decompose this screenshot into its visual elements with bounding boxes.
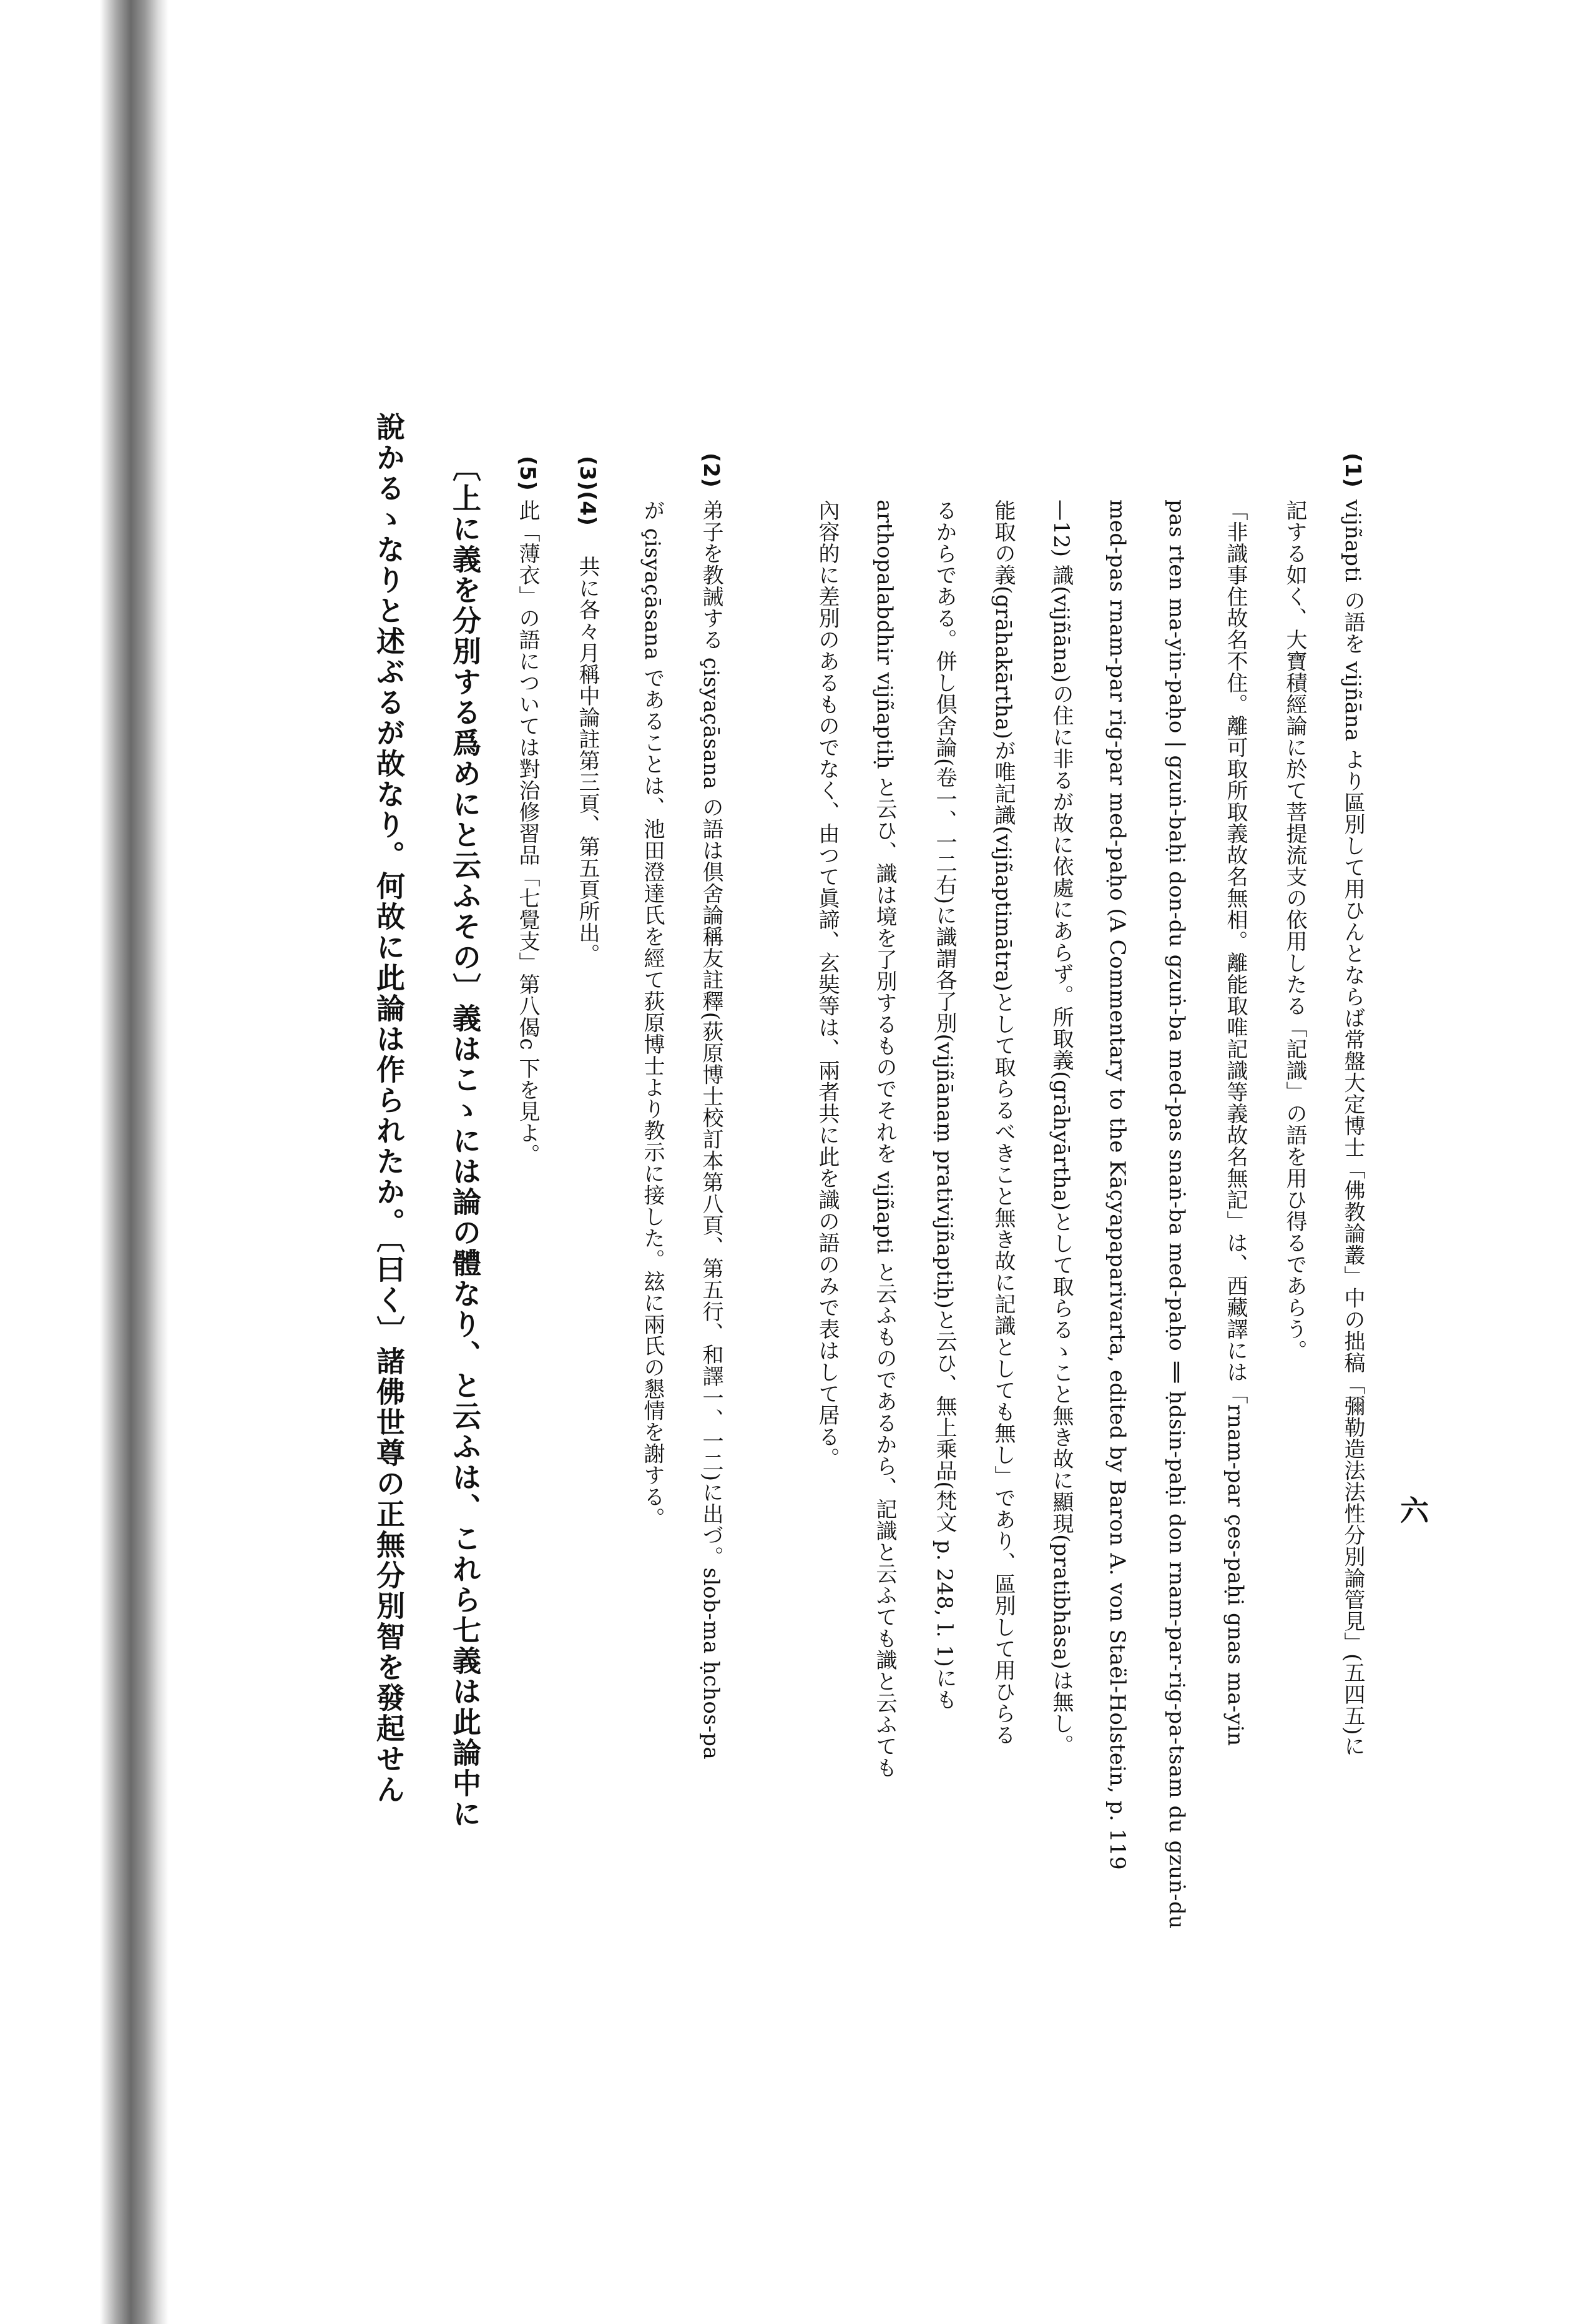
footnote-line: が çisyaçāsana であることは、池田澄達氏を經て荻原博士より教示に接した。玆に兩氏の懇情を謝する。 <box>640 500 665 1529</box>
footnote-marker-5: (5) <box>515 456 540 491</box>
main-text-line: 說かるゝなりと述ぶるが故なり。何故に此論は作られたか。〔曰く〕諸佛世尊の正無分別智を發起せん <box>372 412 406 1805</box>
footnote-line: pas rten ma-yin-paḥo | gzuṅ-baḥi don-du gzuṅ-ba med-pas snaṅ-ba med-paḥo ‖ ḥdsin-paḥi don rnam-par-rig-pa-tsam du gzuṅ-du <box>1164 500 1189 1929</box>
footnote-line: 能取の義(grāhakārtha)が唯記識(vijñaptimātra)として取らるべきこと無き故に記識としても無し」であり、區別して用ひらる <box>991 500 1016 1746</box>
footnote-line: vijñapti の語を vijñāna より區別して用ひんとならば常盤大定博士「佛教論叢」中の拙稿「彌勒造法法性分別論管見」(五四五)に <box>1340 500 1365 1757</box>
footnote-line: 記する如く、大寶積經論に於て菩提流支の依用したる「記識」の語を用ひ得るであらう。 <box>1282 500 1307 1361</box>
footnote-line: arthopalabdhir vijñaptiḥ と云ひ、識は境を了別するものでそれを vijñapti と云ふものであるから、記識と云ふても識と云ふても <box>872 500 897 1779</box>
footnote-marker-1: (1) <box>1340 453 1365 488</box>
footnote-line: —12) 識(vijñāna)の住に非るが故に依處にあらず。所取義(grāhyārtha)として取らるゝこと無き故に顯現(pratibhāsa)は無し。 <box>1049 500 1074 1756</box>
binding-shadow <box>100 0 169 2324</box>
footnote-marker-2: (2) <box>698 453 723 488</box>
footnote-marker-3-4: (3)(4) <box>575 456 600 526</box>
footnote-line: med-pas rnam-par rig-par med-paḥo (A Commentary to the Kāçyapaparivarta, edited by Baron A. von Staël-Holstein, p. 119 <box>1105 500 1130 1871</box>
footnote-line: 此「薄衣」の語については對治修習品「七覺支」第八偈c 下を見よ。 <box>515 500 540 1165</box>
page-number: 六 <box>1396 1495 1429 1524</box>
footnote-line: 內容的に差別のあるものでなく、由つて眞諦、玄奘等は、兩者共に此を識の語のみで表はして居る。 <box>815 500 840 1469</box>
footnote-line: るからである。併し倶舍論(卷一、一二右)に識謂各了別(vijñānaṃ prativijñaptiḥ)と云ひ、無上乘品(梵文 p. 248, l. 1)にも <box>932 500 957 1711</box>
main-text-line: 〔上に義を分別する爲めにと云ふその〕義はこゝには論の體なり、と云ふは、これら七義は此論中に <box>448 453 482 1829</box>
footnote-line: 「非識事住故名不住。離可取所取義故名無相。離能取唯記識等義故名無記」は、西藏譯には「rnam-par çes-paḥi gnas ma-yin <box>1223 500 1248 1746</box>
footnote-line: 共に各々月稱中論註第三頁、第五頁所出。 <box>575 556 600 965</box>
footnote-line: 弟子を教誡する çisyaçāsana の語は倶舍論稱友註釋(荻原博士校訂本第八頁、第五行、和譯一、一二)に出づ。slob-ma ḥchos-pa <box>698 500 723 1760</box>
